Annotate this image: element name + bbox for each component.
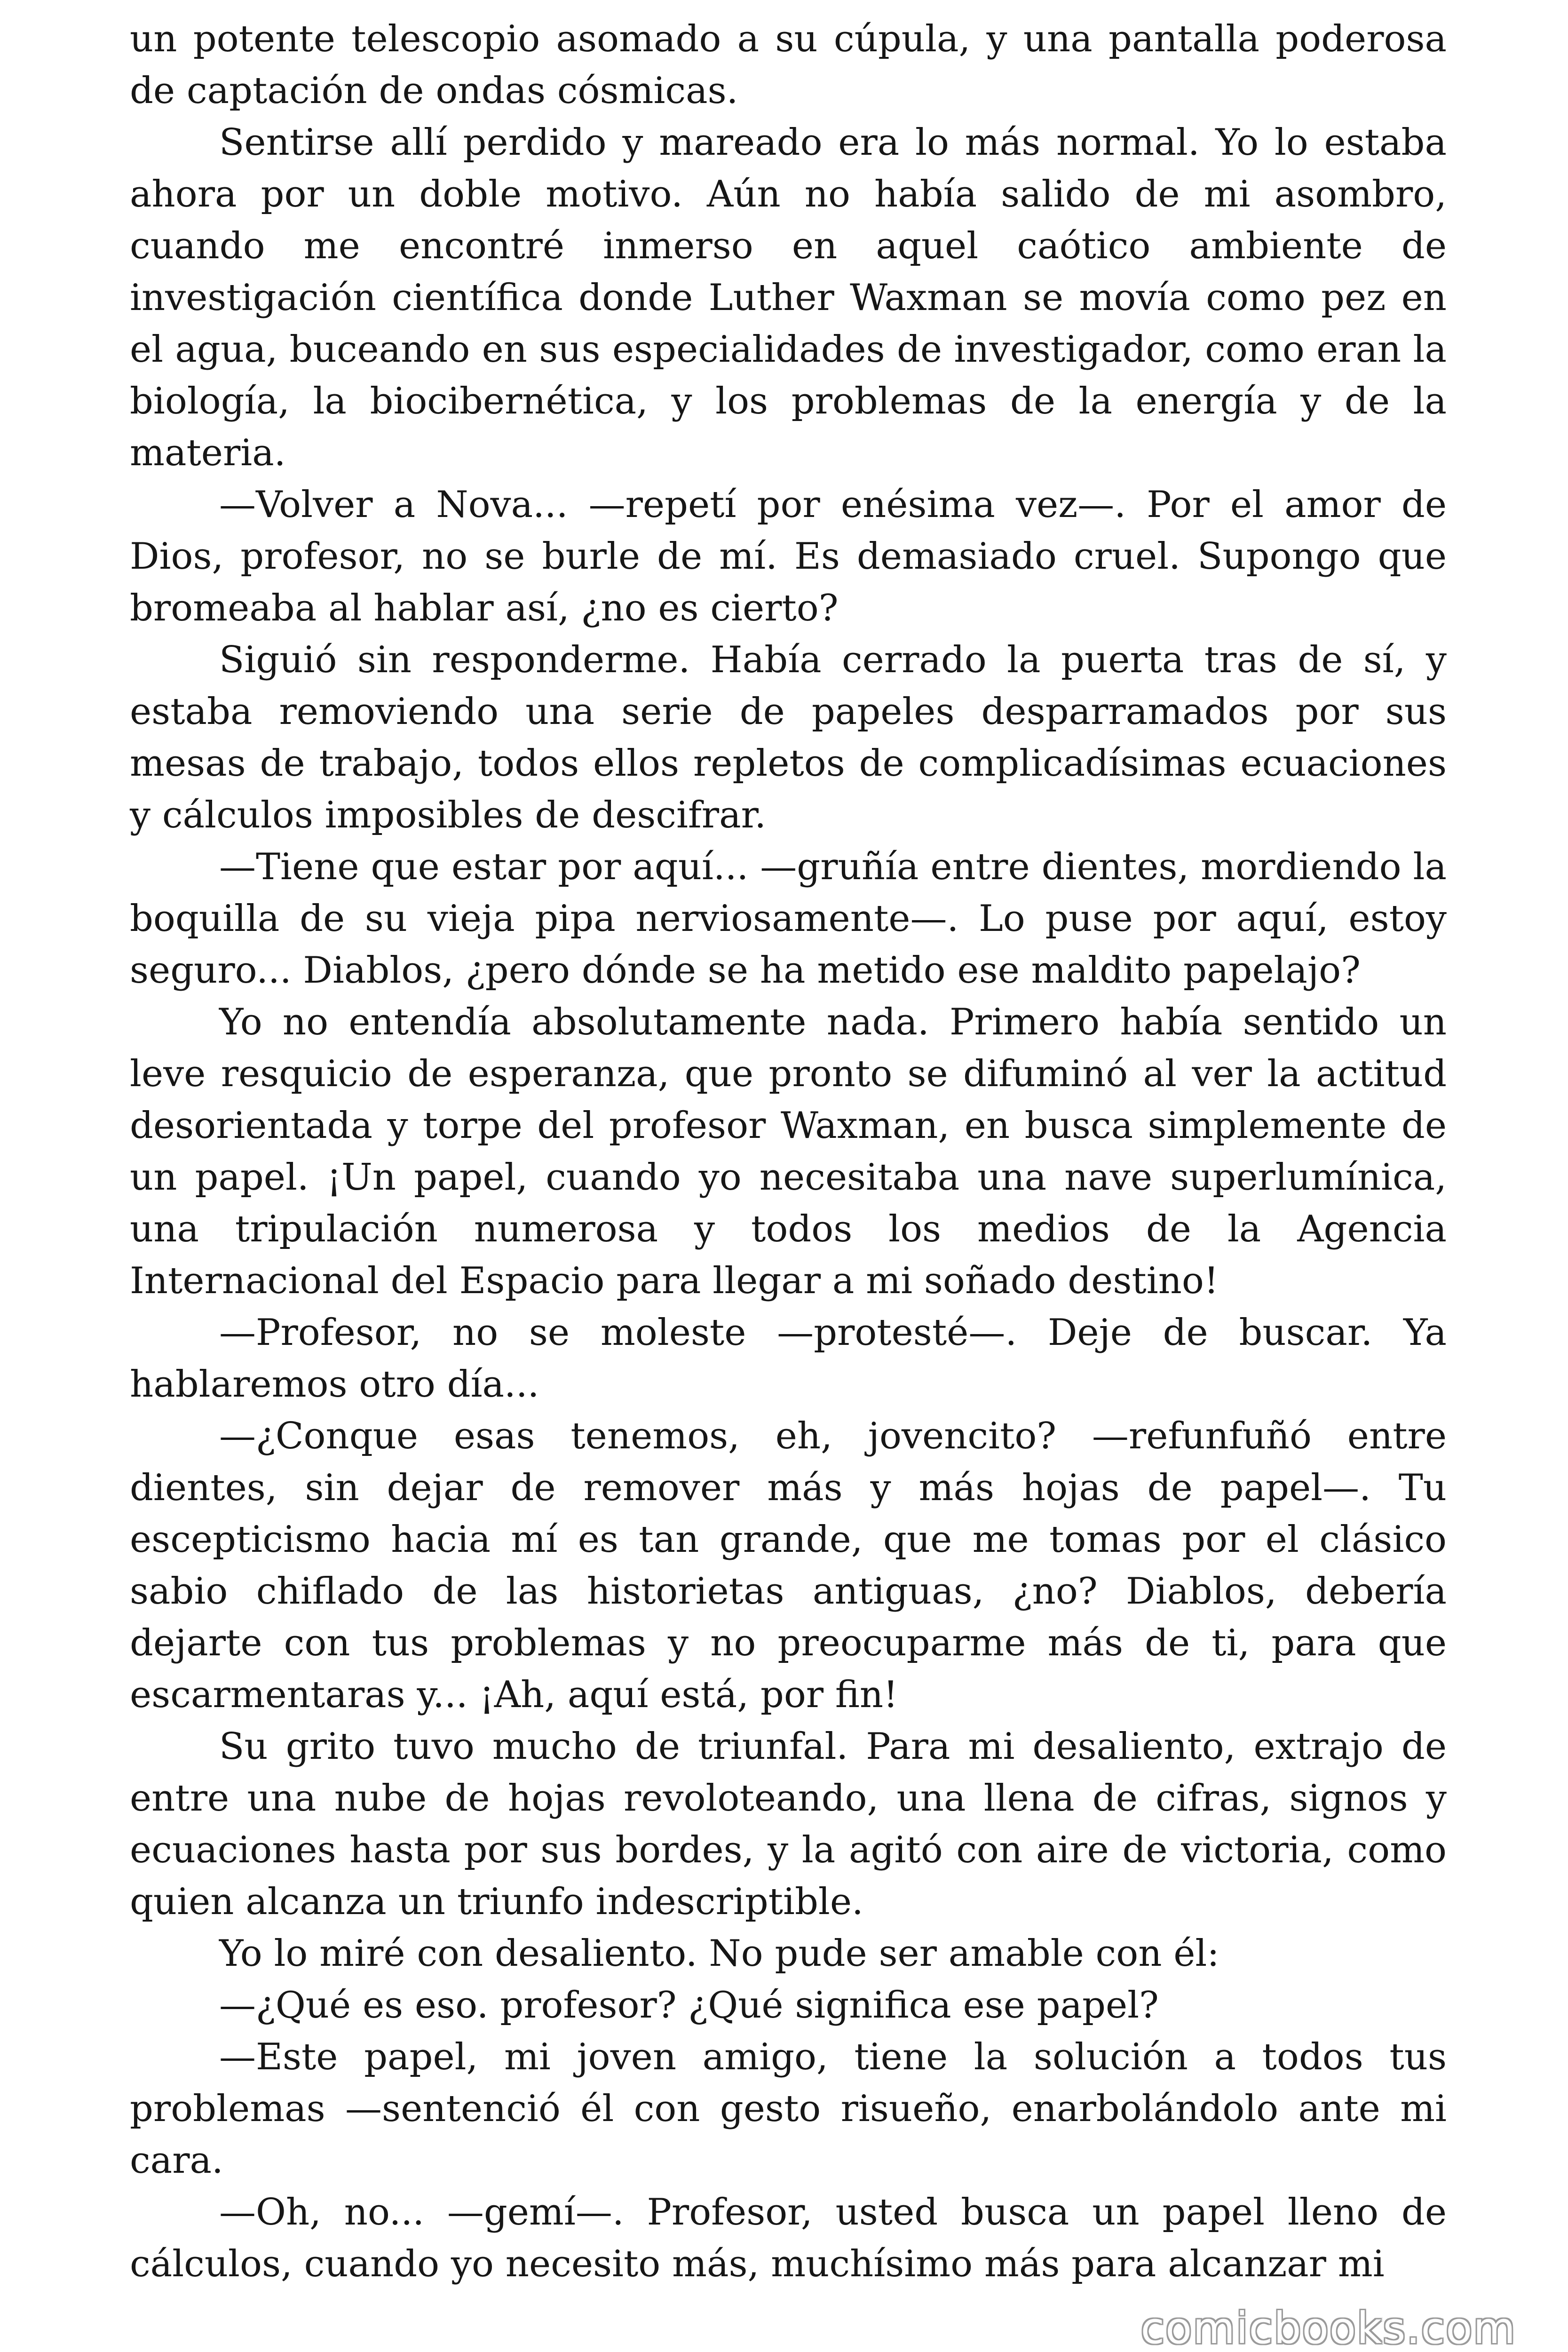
paragraph: Sentirse allí perdido y mareado era lo más normal. Yo lo estaba ahora por un doble motivo. Aún no había salido de mi asombro, cuando me encontré inmerso en aquel caótico ambiente de investigación científica donde Luther Waxman se movía como pez en el agua, buceando en sus especialidades de investigador, como eran la biología, la biocibernética, y los problemas de la energía y de la materia. xyxy=(130,121,1447,474)
body-text xyxy=(130,13,1447,2290)
paragraph: —Volver a Nova... —repetí por enésima vez—. Por el amor de Dios, profesor, no se burle de mí. Es demasiado cruel. Supongo que bromeaba al hablar así, ¿no es cierto? xyxy=(130,484,1447,629)
paragraph: Yo lo miré con desaliento. No pude ser amable con él: xyxy=(219,1932,1220,1975)
paragraph: —Este papel, mi joven amigo, tiene la solución a todos tus problemas —sentenció él con gesto risueño, enarbolándolo ante mi cara. xyxy=(130,2036,1447,2182)
paragraph: —Profesor, no se moleste —protesté—. Deje de buscar. Ya hablaremos otro día... xyxy=(130,1311,1447,1406)
paragraph: —Tiene que estar por aquí... —gruñía entre dientes, mordiendo la boquilla de su vieja pipa nerviosamente—. Lo puse por aquí, estoy seguro... Diablos, ¿pero dónde se ha metido ese maldito papelajo? xyxy=(130,846,1447,992)
paragraph: —Oh, no... —gemí—. Profesor, usted busca un papel lleno de cálculos, cuando yo necesito más, muchísimo más para alcanzar mi xyxy=(130,2191,1447,2285)
paragraph: Siguió sin responderme. Había cerrado la puerta tras de sí, y estaba removiendo una serie de papeles desparramados por sus mesas de trabajo, todos ellos repletos de complicadísimas ecuaciones y cálculos imposibles de descifrar. xyxy=(130,639,1447,836)
paragraph: —¿Conque esas tenemos, eh, jovencito? —refunfuñó entre dientes, sin dejar de remover más y más hojas de papel—. Tu escepticismo hacia mí es tan grande, que me tomas por el clásico sabio chiflado de las historietas antiguas, ¿no? Diablos, debería dejarte con tus problemas y no preocuparme más de ti, para que escarmentaras y... ¡Ah, aquí está, por fin! xyxy=(130,1415,1447,1716)
paragraph: Yo no entendía absolutamente nada. Primero había sentido un leve resquicio de esperanza, que pronto se difuminó al ver la actitud desorientada y torpe del profesor Waxman, en busca simplemente de un papel. ¡Un papel, cuando yo necesitaba una nave superlumínica, una tripulación numerosa y todos los medios de la Agencia Internacional del Espacio para llegar a mi soñado destino! xyxy=(130,1001,1447,1302)
watermark: comicbooks.com xyxy=(1140,2303,1516,2352)
paragraph: un potente telescopio asomado a su cúpula, y una pantalla poderosa de captación de ondas cósmicas. xyxy=(130,18,1447,112)
paragraph: —¿Qué es eso. profesor? ¿Qué significa ese papel? xyxy=(219,1984,1159,2026)
paragraph: Su grito tuvo mucho de triunfal. Para mi desaliento, extrajo de entre una nube de hojas revoloteando, una llena de cifras, signos y ecuaciones hasta por sus bordes, y la agitó con aire de victoria, como quien alcanza un triunfo indescriptible. xyxy=(130,1725,1447,1923)
